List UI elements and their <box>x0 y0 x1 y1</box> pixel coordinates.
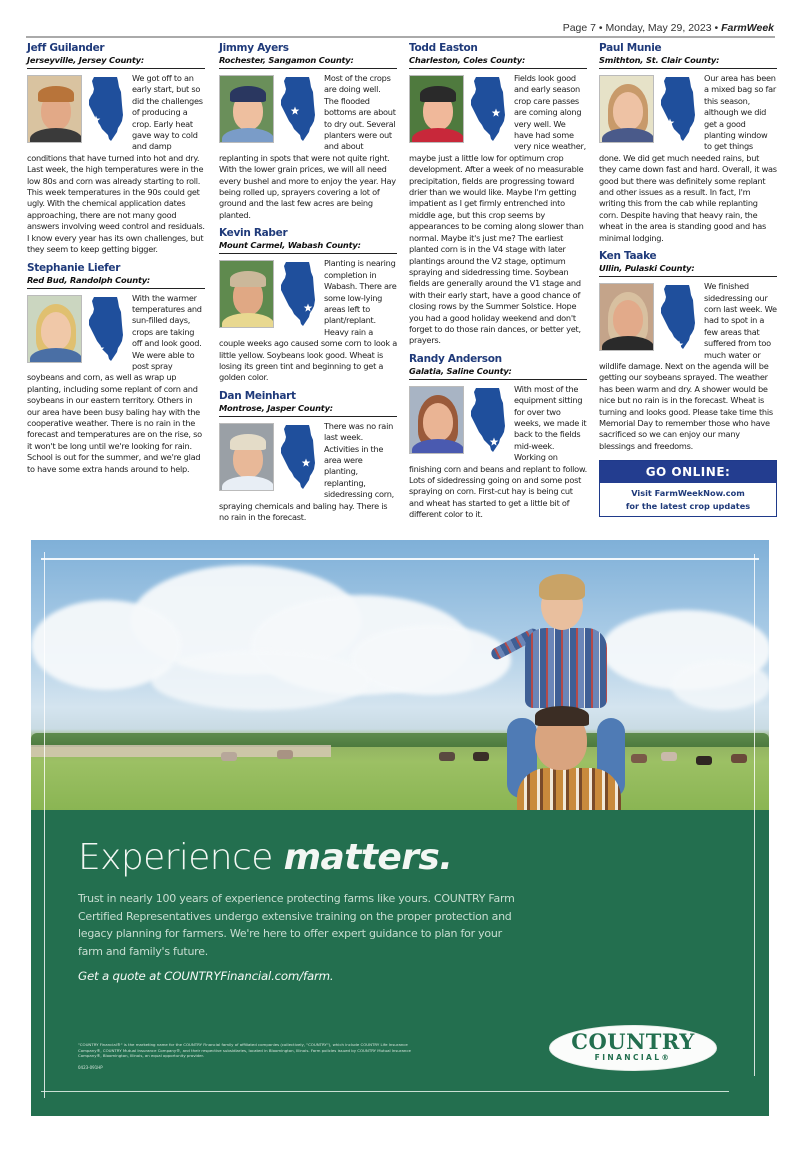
column-1 <box>27 42 205 532</box>
crop-report-entry <box>409 353 587 521</box>
illinois-map-icon <box>660 283 698 349</box>
farmer-portrait-photo <box>409 386 464 454</box>
farmer-portrait-photo <box>27 75 82 143</box>
report-text: We got off to an early start, but so did the challenges of producing a crop. Early heat gave way to cold and damp conditions that have turned into hot and dry. Last week, the high temperatures were in the low 80s and corn was already starting to roll. This week temperatures in the 90s could get ugly. With the chemical application dates approaching, there are not many good answers involving weed control and residuals. I know every year has its own challenges, but they seem to keep getting bigger. <box>27 73 205 255</box>
crop-report-entry <box>219 390 397 524</box>
illinois-map-icon <box>280 75 318 141</box>
reporter-name: Ken Taake <box>599 250 657 263</box>
crop-report-entry <box>599 42 777 244</box>
reporter-location: Montrose, Jasper County: <box>219 403 397 417</box>
ad-code: 0423-091HP <box>78 1065 103 1070</box>
page-number: Page 7 <box>562 22 596 34</box>
illinois-map-icon <box>660 75 698 141</box>
column-2 <box>219 42 397 532</box>
reporter-location: Red Bud, Randolph County: <box>27 275 205 289</box>
reporter-name: Jeff Guilander <box>27 42 105 54</box>
decorative-frame-line <box>41 558 759 560</box>
reporter-location: Mount Carmel, Wabash County: <box>219 240 397 254</box>
reporter-name: Stephanie Liefer <box>27 261 121 274</box>
illinois-map-icon <box>88 75 126 141</box>
report-text: With the warmer temperatures and sun-filled days, crops are taking off and look good. We were able to post spray soybeans and corn, as well as wrap up planting, including some replant of corn and soybeans in our eastern territory. Others in our area have been busy baling hay with the cooperative weather. There is no rain in the forecast and temperatures are on the rise, so it won't be long until we're looking for rain. School is out for the summer, and we're glad to have some extra hands around to help. <box>27 292 202 474</box>
report-text: Our area has been a mixed bag so far this season, although we did get a good planting window to get things done. We did get much needed rains, but they came down fast and hard. Overall, it was good but there was definitely some replant and other issues as a result. In fact, I'm writing this from the cab while replanting corn. Despite having that heavy rain, the wheat in the area is standing good and has minimal lodging. <box>599 73 777 243</box>
farmer-portrait-photo <box>27 295 82 363</box>
issue-date: Monday, May 29, 2023 <box>605 22 712 34</box>
report-text: With most of the equipment sitting for over two weeks, we made it back to the fields mid-week. Working on finishing corn and beans and replant to follow. Lots of sidedressing going on and some post spraying on corn. First-cut hay is being cut and wheat has started to get a little bit of different color to it. <box>409 383 587 520</box>
reporter-name: Todd Easton <box>409 42 478 54</box>
reporter-location: Rochester, Sangamon County: <box>219 55 397 69</box>
country-financial-logo: COUNTRY FINANCIAL® <box>549 1025 717 1071</box>
reporter-location: Smithton, St. Clair County: <box>599 55 777 69</box>
ad-headline: Experience matters. <box>78 837 453 878</box>
crop-report-entry <box>409 42 587 347</box>
crop-report-entry <box>219 227 397 383</box>
reporter-location: Jerseyville, Jersey County: <box>27 55 205 69</box>
page-folio: Page 7 • Monday, May 29, 2023 • FarmWeek <box>26 21 775 38</box>
reporter-location: Charleston, Coles County: <box>409 55 587 69</box>
country-financial-advertisement <box>31 540 769 1116</box>
report-text: There was no rain last week. Activities in the area were planting, replanting, sidedressing corn, spraying chemicals and baling hay. There is no rain in the forecast. <box>219 420 395 522</box>
illinois-map-icon <box>470 386 508 452</box>
go-online-link[interactable]: Visit FarmWeekNow.com for the latest crop updates <box>625 488 751 512</box>
farmer-portrait-photo <box>599 283 654 351</box>
reporter-location: Galatia, Saline County: <box>409 366 587 380</box>
column-4 <box>599 42 777 532</box>
report-text: We finished sidedressing our corn last week. We had to spot in a few areas that suffered from too much water or wildlife damage. Next on the agenda will be getting our soybeans sprayed. The weather has been warm and dry. A shower would be nice but no rain is in the forecast. Wheat is turning and looks good. Please take time this Memorial Day to remember those who have sacrificed so we can enjoy our many blessings and freedoms. <box>599 281 777 451</box>
ad-copy <box>78 836 518 983</box>
reporter-name: Jimmy Ayers <box>219 42 289 54</box>
crop-report-entry <box>27 262 205 476</box>
reporter-name: Randy Anderson <box>409 352 502 365</box>
farmer-portrait-photo <box>599 75 654 143</box>
report-text: Planting is nearing completion in Wabash. There are some low-lying areas left to plant/replant. Heavy rain a couple weeks ago caused some corn to look a little yellow. Soybeans look good. Wheat is losing its green tint and beginning to get a golden color. <box>219 258 397 383</box>
decorative-frame-line <box>754 554 755 1076</box>
crop-report-entry <box>599 250 777 452</box>
illinois-map-icon <box>280 260 318 326</box>
reporter-name: Dan Meinhart <box>219 389 296 402</box>
illinois-map-icon <box>470 75 508 141</box>
farmer-portrait-photo <box>409 75 464 143</box>
farmer-portrait-photo <box>219 75 274 143</box>
publication-name: FarmWeek <box>721 22 774 34</box>
report-text: Fields look good and early season crop care passes are coming along very well. We have had some very nice weather, maybe just a little low for optimum crop development. After a week of no measurable precipitation, fields are progressing toward drier than we would like. Maybe I'm getting impatient as I get firmly entrenched into middle age, but this crop seems by appearances to be coming along slower than normal. Maybe it's just me? The earliest planted corn is in the V4 stage with later plantings around the V2 stage, optimum spraying and sidedressing time. Soybean fields are generally around the V1 stage and with their early start, have a good chance of closing rows by the Summer Solstice. Hope you had a good holiday weekend and don't forget to do those rain dances, or better yet, prayers. <box>409 73 586 346</box>
illinois-map-icon <box>280 423 318 489</box>
farmer-portrait-photo <box>219 423 274 491</box>
ad-legal-disclaimer: "COUNTRY Financial®" is the marketing name for the COUNTRY Financial family of affiliated companies (collectively, "COUNTRY"), which include COUNTRY Life Insurance Company®, COUNTRY Mutual Insurance Company®, and their respective subsidiaries, located in Bloomington, Illinois. Farm policies issued by COUNTRY Mutual Insurance Company®, Bloomington, Illinois, an equal opportunity provider. <box>78 1042 411 1059</box>
farmer-portrait-photo <box>219 260 274 328</box>
crop-report-entry <box>219 42 397 221</box>
column-3 <box>409 42 587 532</box>
go-online-heading: GO ONLINE: <box>600 461 776 483</box>
report-text: Most of the crops are doing well. The flooded bottoms are about to dry out. Several planters were out and about replanting in spots that were not quite right. With the lower grain prices, we will all need every bushel and more to enjoy the year. Hay being rolled up, sprayers covering a lot of ground and the last few acres are being planted. <box>219 73 396 220</box>
crop-report-columns <box>27 42 775 532</box>
ad-photo-father-son-pasture <box>31 540 769 810</box>
illinois-map-icon <box>88 295 126 361</box>
crop-report-entry <box>27 42 205 256</box>
reporter-location: Ullin, Pulaski County: <box>599 263 777 277</box>
reporter-name: Paul Munie <box>599 42 662 54</box>
reporter-name: Kevin Raber <box>219 227 288 240</box>
father-son-figure <box>481 568 661 810</box>
ad-body-text: Trust in nearly 100 years of experience protecting farms like yours. COUNTRY Farm Certified Representatives undergo extensive training on the proper protection and legacy planning for farmers. We're here to offer expert guidance to plan for your farm and family's future. <box>78 892 515 958</box>
go-online-box <box>599 460 777 517</box>
decorative-frame-line <box>44 552 45 1098</box>
decorative-frame-line <box>41 1091 729 1093</box>
ad-call-to-action: Get a quote at COUNTRYFinancial.com/farm. <box>78 969 334 983</box>
